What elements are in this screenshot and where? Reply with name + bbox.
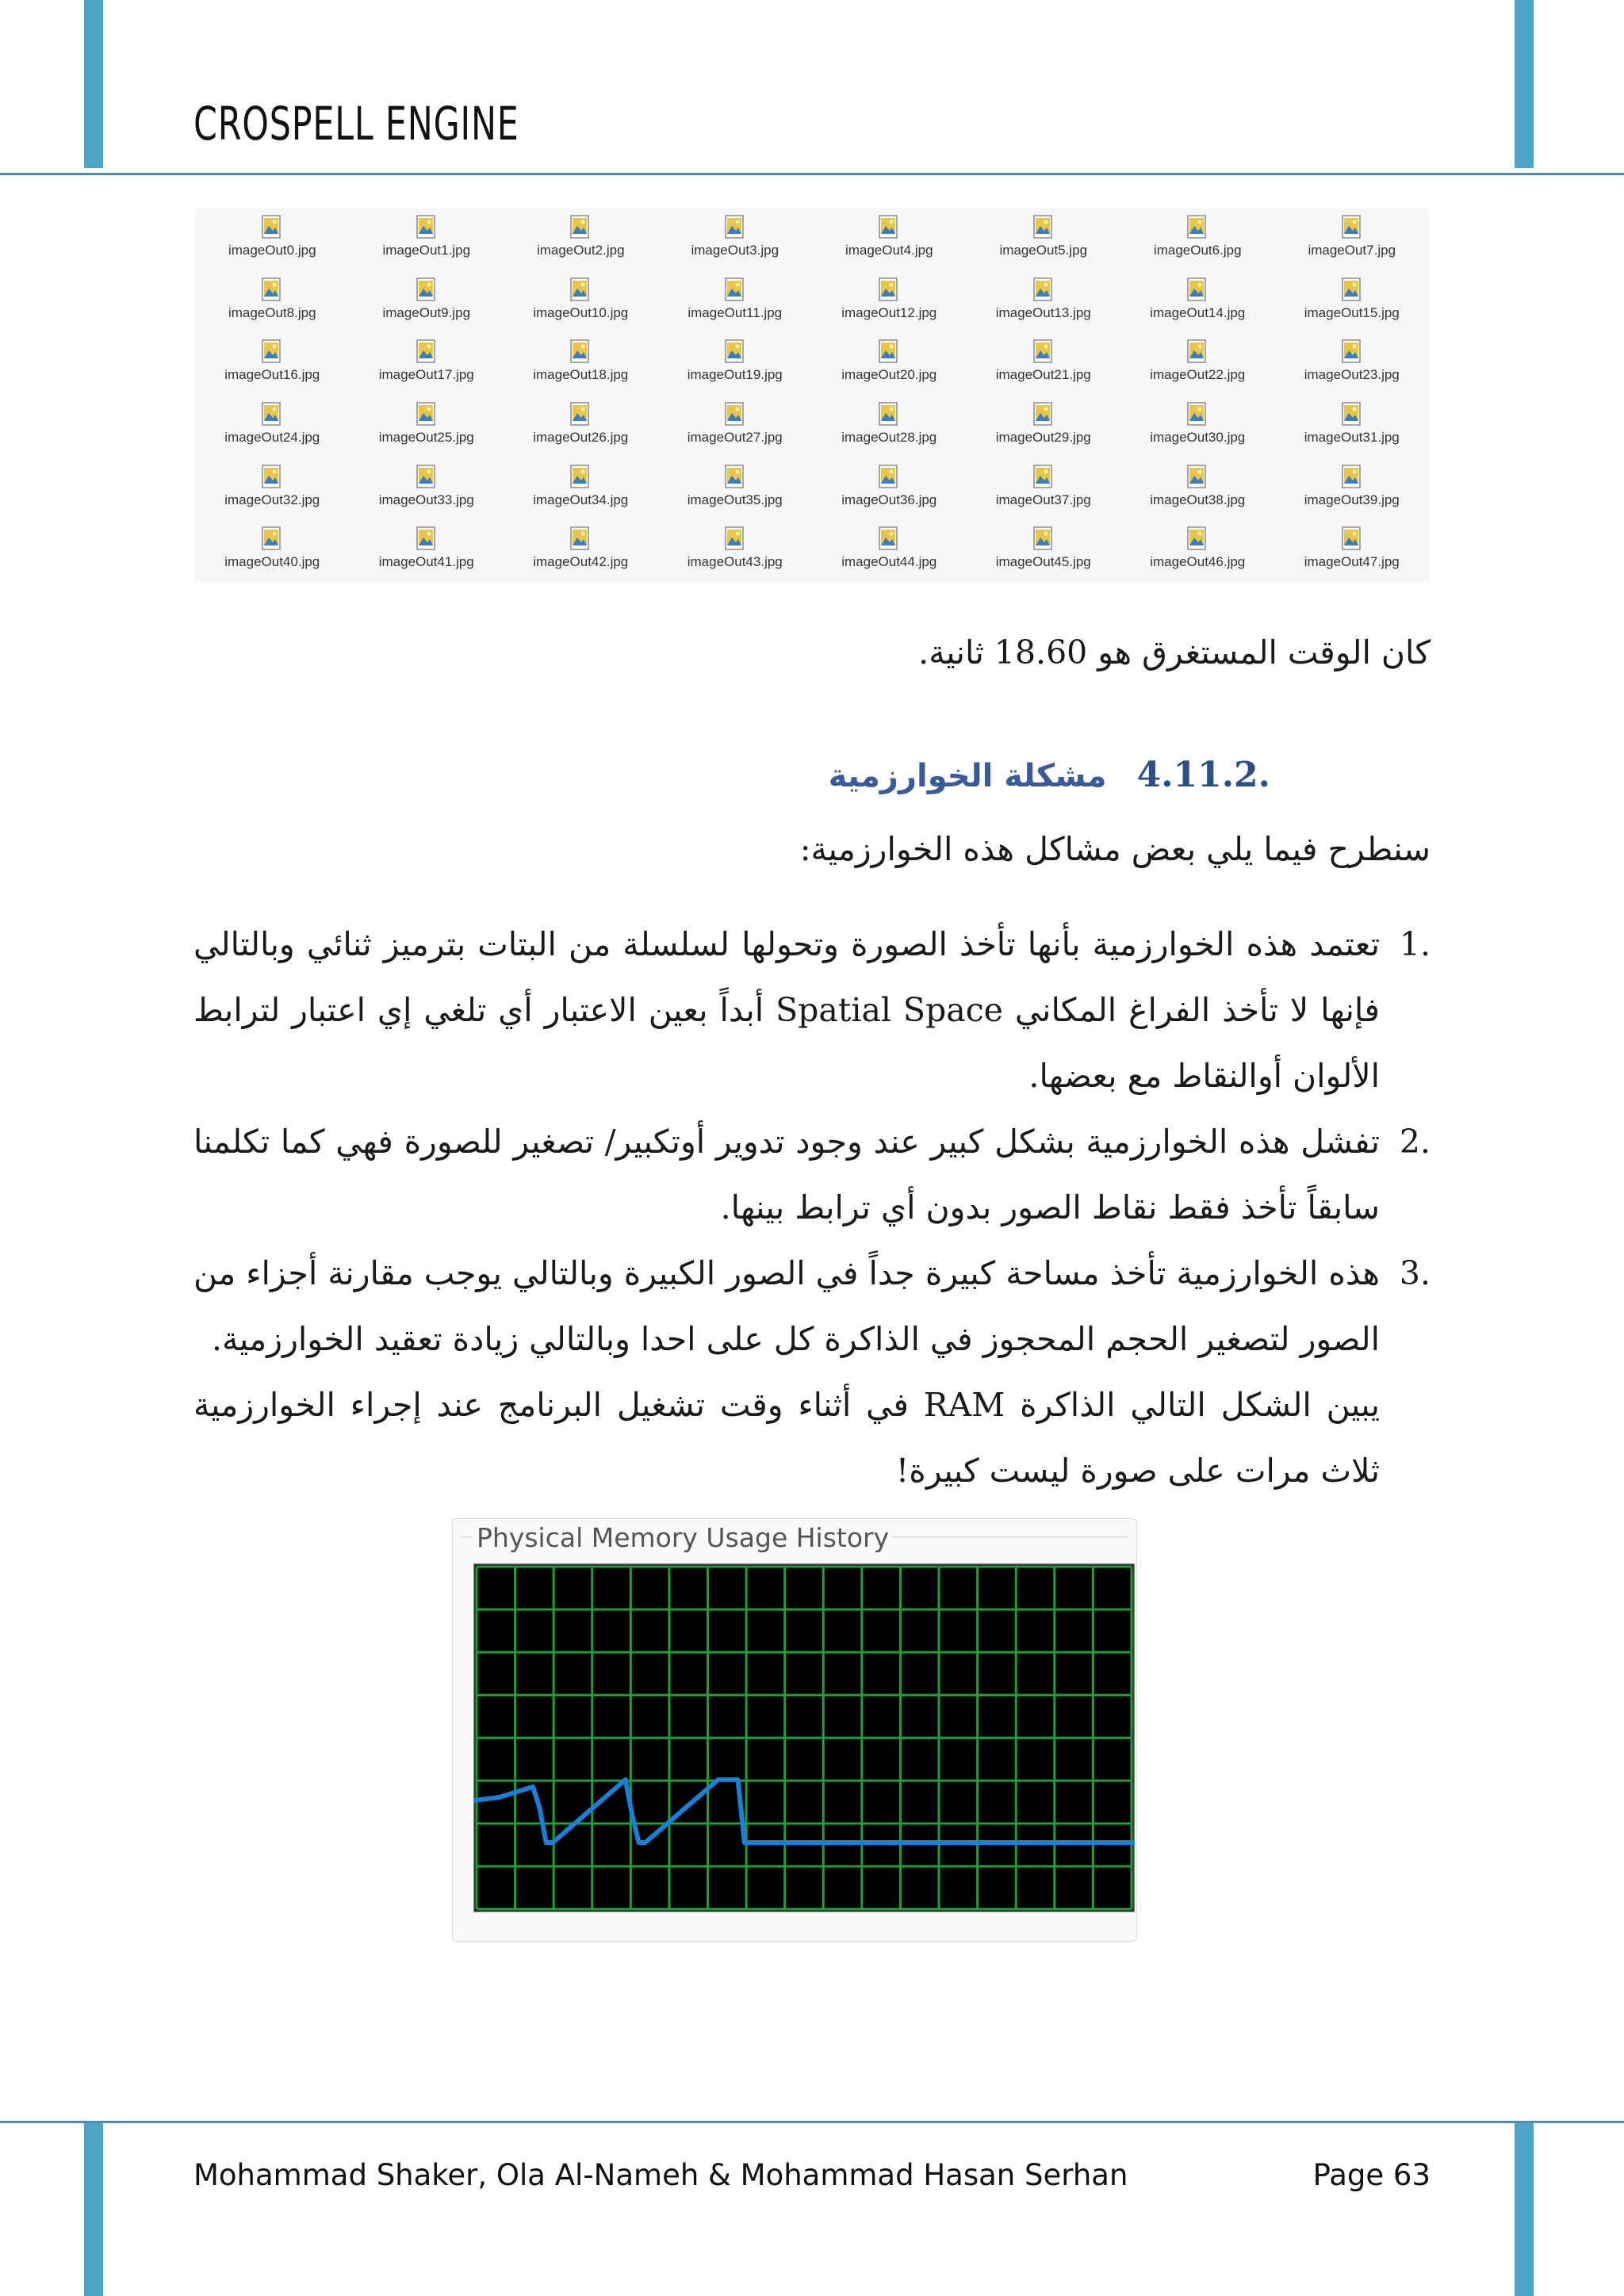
- file-item[interactable]: [504, 457, 658, 520]
- image-file-icon: [721, 462, 749, 491]
- file-name: imageOut12.jpg: [841, 304, 937, 320]
- image-file-icon: [258, 400, 286, 428]
- file-name: imageOut22.jpg: [1150, 367, 1246, 383]
- file-name: imageOut13.jpg: [995, 304, 1091, 320]
- file-name: imageOut3.jpg: [691, 243, 779, 258]
- section-heading: [829, 755, 1270, 795]
- file-item[interactable]: [350, 519, 504, 582]
- image-file-icon: [1029, 524, 1058, 553]
- image-file-icon: [258, 337, 286, 365]
- file-name: imageOut7.jpg: [1308, 243, 1396, 258]
- image-file-icon: [566, 337, 595, 365]
- right-top-bar: [1515, 0, 1534, 168]
- file-name: imageOut28.jpg: [841, 429, 937, 445]
- file-item[interactable]: [967, 519, 1121, 582]
- image-file-icon: [258, 275, 286, 304]
- ram-note: [193, 1372, 1431, 1504]
- file-item[interactable]: [1275, 208, 1430, 270]
- file-item[interactable]: [350, 270, 504, 333]
- image-file-icon: [875, 337, 903, 365]
- file-item[interactable]: [812, 395, 967, 457]
- image-file-icon: [1338, 337, 1366, 365]
- file-name: imageOut4.jpg: [845, 243, 933, 258]
- file-item[interactable]: [1275, 519, 1430, 582]
- file-name: imageOut41.jpg: [378, 554, 474, 570]
- file-item[interactable]: [812, 208, 967, 270]
- file-item[interactable]: [967, 270, 1121, 333]
- list-number: 3.: [1399, 1254, 1431, 1292]
- file-name: imageOut47.jpg: [1304, 554, 1400, 570]
- file-item[interactable]: [1120, 395, 1275, 457]
- file-name: imageOut46.jpg: [1150, 554, 1246, 570]
- file-item[interactable]: [195, 457, 350, 520]
- file-item[interactable]: [812, 519, 967, 582]
- footer-page-number: Page 63: [1312, 2158, 1431, 2192]
- file-name: imageOut19.jpg: [687, 367, 783, 383]
- file-name: imageOut14.jpg: [1150, 304, 1246, 320]
- file-item[interactable]: [658, 395, 813, 457]
- file-item[interactable]: [967, 208, 1121, 270]
- left-top-bar: [84, 0, 103, 168]
- file-name: imageOut20.jpg: [841, 367, 937, 383]
- image-file-icon: [1183, 400, 1212, 428]
- image-file-icon: [1029, 275, 1058, 304]
- image-file-icon: [1029, 212, 1058, 241]
- list-number: 1.: [1399, 925, 1431, 963]
- file-name: imageOut34.jpg: [533, 492, 629, 507]
- file-item[interactable]: [658, 457, 813, 520]
- file-name: imageOut10.jpg: [533, 304, 629, 320]
- file-name: imageOut25.jpg: [378, 429, 474, 445]
- file-name: imageOut15.jpg: [1304, 304, 1400, 320]
- image-file-icon: [721, 275, 749, 304]
- file-item[interactable]: [812, 270, 967, 333]
- file-item[interactable]: [1120, 208, 1275, 270]
- file-item[interactable]: [1120, 270, 1275, 333]
- file-name: imageOut36.jpg: [841, 492, 937, 507]
- image-file-icon: [412, 212, 441, 241]
- file-item[interactable]: [1120, 457, 1275, 520]
- file-item[interactable]: [812, 457, 967, 520]
- file-name: imageOut38.jpg: [1150, 492, 1246, 507]
- file-name: imageOut16.jpg: [224, 367, 320, 383]
- file-name: imageOut32.jpg: [224, 492, 320, 507]
- file-name: imageOut21.jpg: [995, 367, 1091, 383]
- image-file-icon: [1183, 337, 1212, 365]
- image-file-icon: [258, 212, 286, 241]
- list-item: [193, 1109, 1431, 1241]
- file-name: imageOut1.jpg: [382, 243, 471, 258]
- section-number: 4.11.2.: [1136, 755, 1270, 795]
- file-item[interactable]: [658, 332, 813, 395]
- image-file-icon: [875, 462, 903, 491]
- image-file-icon: [1029, 337, 1058, 365]
- file-name: imageOut23.jpg: [1304, 367, 1400, 383]
- file-item[interactable]: [967, 395, 1121, 457]
- image-file-icon: [566, 275, 595, 304]
- file-name: imageOut11.jpg: [688, 304, 783, 320]
- right-bottom-bar: [1515, 2123, 1534, 2296]
- image-file-icon: [1183, 462, 1212, 491]
- file-name: imageOut43.jpg: [687, 554, 783, 570]
- file-name: imageOut5.jpg: [999, 243, 1088, 258]
- file-name: imageOut8.jpg: [228, 304, 316, 320]
- file-item[interactable]: [1275, 270, 1430, 333]
- list-number: 2.: [1399, 1123, 1431, 1161]
- image-file-icon: [1338, 275, 1366, 304]
- image-file-icon: [412, 275, 441, 304]
- file-item[interactable]: [504, 395, 658, 457]
- file-item[interactable]: [504, 519, 658, 582]
- image-file-icon: [875, 275, 903, 304]
- file-name: imageOut0.jpg: [228, 243, 316, 258]
- image-file-icon: [566, 400, 595, 428]
- image-file-icon: [721, 400, 749, 428]
- image-file-icon: [875, 400, 903, 428]
- file-name: imageOut40.jpg: [224, 554, 320, 570]
- problem-list: [193, 912, 1431, 1504]
- file-item[interactable]: [812, 332, 967, 395]
- file-item[interactable]: [967, 457, 1121, 520]
- image-file-icon: [412, 400, 441, 428]
- list-text: تفشل هذه الخوارزمية بشكل كبير عند وجود تدوير أوتكبير/ تصغير للصورة فهي كما تكلمنا سابقاً تأخذ فقط نقاط الصور بدون أي ترابط بينها.: [193, 1123, 1380, 1226]
- file-name: imageOut2.jpg: [536, 243, 625, 258]
- footer-rule: [0, 2121, 1624, 2123]
- file-item[interactable]: [504, 270, 658, 333]
- memory-chart-panel: [452, 1518, 1137, 1942]
- left-bottom-bar: [84, 2123, 103, 2296]
- file-item[interactable]: [350, 395, 504, 457]
- chart-title: Physical Memory Usage History: [473, 1522, 892, 1553]
- ram-note-text: يبين الشكل التالي الذاكرة RAM في أثناء وقت تشغيل البرنامج عند إجراء الخوارزمية ثلاث مرات على صورة ليست كبيرة!: [193, 1386, 1380, 1490]
- file-name: imageOut29.jpg: [995, 429, 1091, 445]
- file-item[interactable]: [195, 519, 350, 582]
- file-item[interactable]: [195, 208, 350, 270]
- memory-usage-chart: [473, 1563, 1135, 1912]
- image-file-icon: [412, 462, 441, 491]
- image-file-icon: [1338, 524, 1366, 553]
- file-name: imageOut35.jpg: [687, 492, 783, 507]
- image-file-icon: [721, 337, 749, 365]
- file-item[interactable]: [350, 457, 504, 520]
- file-name: imageOut39.jpg: [1304, 492, 1400, 507]
- image-file-icon: [258, 462, 286, 491]
- file-name: imageOut9.jpg: [382, 304, 471, 320]
- list-item: [193, 1241, 1431, 1372]
- file-item[interactable]: [1275, 457, 1430, 520]
- file-item[interactable]: [350, 332, 504, 395]
- file-item[interactable]: [658, 270, 813, 333]
- file-name: imageOut18.jpg: [533, 367, 629, 383]
- file-item[interactable]: [967, 332, 1121, 395]
- file-name: imageOut44.jpg: [841, 554, 937, 570]
- file-item[interactable]: [195, 395, 350, 457]
- file-name: imageOut45.jpg: [995, 554, 1091, 570]
- header-rule: [0, 173, 1624, 175]
- file-item[interactable]: [195, 332, 350, 395]
- file-item[interactable]: [658, 208, 813, 270]
- image-file-icon: [258, 524, 286, 553]
- file-item[interactable]: [504, 332, 658, 395]
- image-file-icon: [1183, 275, 1212, 304]
- file-item[interactable]: [658, 519, 813, 582]
- image-file-icon: [566, 212, 595, 241]
- footer-authors: Mohammad Shaker, Ola Al-Nameh & Mohammad Hasan Serhan: [193, 2158, 1128, 2192]
- file-item[interactable]: [1275, 332, 1430, 395]
- image-file-icon: [1183, 524, 1212, 553]
- file-name: imageOut30.jpg: [1150, 429, 1246, 445]
- image-file-icon: [875, 524, 903, 553]
- file-name: imageOut17.jpg: [378, 367, 474, 383]
- file-item[interactable]: [1120, 332, 1275, 395]
- intro-text: سنطرح فيما يلي بعض مشاكل هذه الخوارزمية:: [799, 830, 1431, 868]
- file-item[interactable]: [1275, 395, 1430, 457]
- file-name: imageOut31.jpg: [1304, 429, 1400, 445]
- list-text: تعتمد هذه الخوارزمية بأنها تأخذ الصورة وتحولها لسلسلة من البتات بترميز ثنائي وبالتالي فإنها لا تأخذ الفراغ المكاني Spatial Space أبداً بعين الاعتبار أي تلغي إي اعتبار لترابط الألوان أوالنقاط مع بعضها.: [193, 925, 1380, 1095]
- file-item[interactable]: [1120, 519, 1275, 582]
- file-name: imageOut33.jpg: [378, 492, 474, 507]
- image-file-icon: [566, 524, 595, 553]
- image-file-icon: [1338, 462, 1366, 491]
- section-title: مشكلة الخوارزمية: [828, 758, 1107, 794]
- image-file-icon: [412, 337, 441, 365]
- image-file-icon: [1338, 400, 1366, 428]
- image-file-icon: [875, 212, 903, 241]
- image-file-icon: [721, 524, 749, 553]
- image-file-icon: [1029, 400, 1058, 428]
- list-item: [193, 912, 1431, 1109]
- list-text: هذه الخوارزمية تأخذ مساحة كبيرة جداً في الصور الكبيرة وبالتالي يوجب مقارنة أجزاء من الصور لتصغير الحجم المحجوز في الذاكرة كل على احدا وبالتالي زيادة تعقيد الخوارزمية.: [193, 1254, 1380, 1358]
- image-file-icon: [412, 524, 441, 553]
- image-file-icon: [1183, 212, 1212, 241]
- image-file-icon: [1029, 462, 1058, 491]
- file-name: imageOut27.jpg: [687, 429, 783, 445]
- file-item[interactable]: [504, 208, 658, 270]
- time-text: كان الوقت المستغرق هو 18.60 ثانية.: [918, 633, 1431, 672]
- file-item[interactable]: [350, 208, 504, 270]
- page-title: CROSPELL ENGINE: [193, 97, 519, 151]
- file-item[interactable]: [195, 270, 350, 333]
- image-file-icon: [721, 212, 749, 241]
- file-name: imageOut42.jpg: [533, 554, 629, 570]
- image-file-icon: [1338, 212, 1366, 241]
- file-name: imageOut37.jpg: [995, 492, 1091, 507]
- image-file-icon: [566, 462, 595, 491]
- file-grid: [195, 208, 1429, 582]
- file-name: imageOut24.jpg: [224, 429, 320, 445]
- file-name: imageOut26.jpg: [533, 429, 629, 445]
- file-name: imageOut6.jpg: [1153, 243, 1242, 258]
